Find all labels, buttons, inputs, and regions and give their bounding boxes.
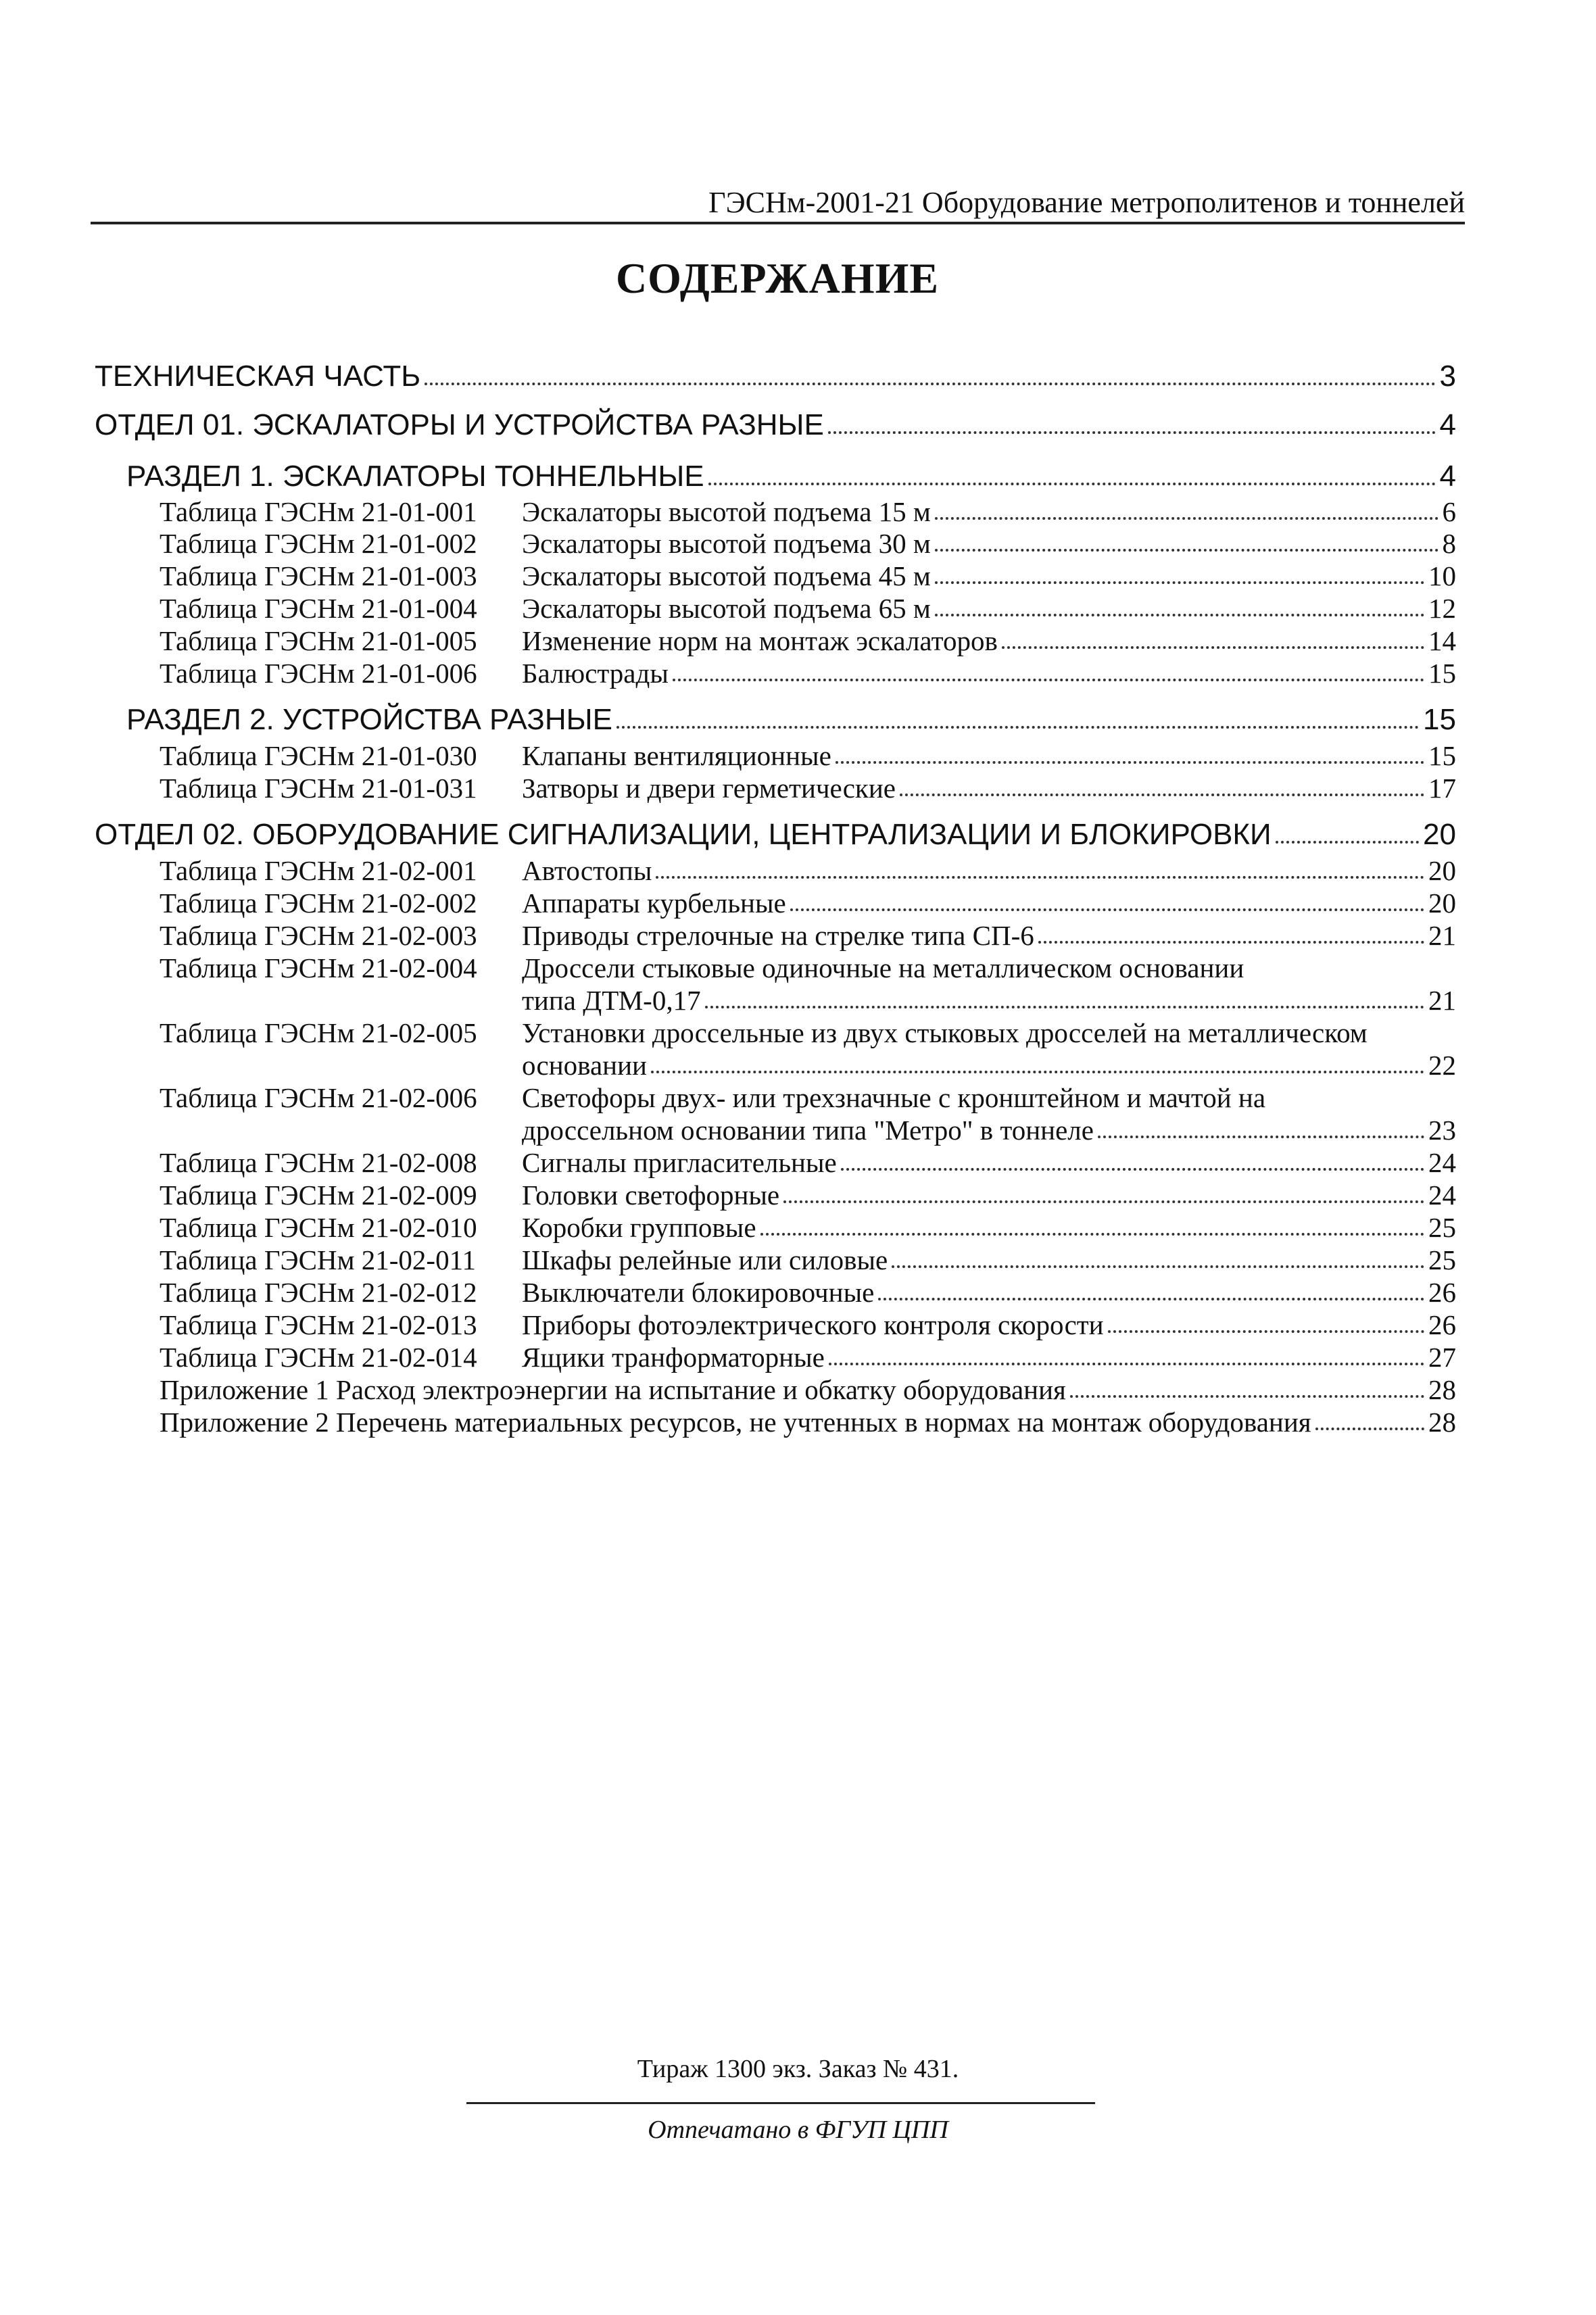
toc-page-number: 10 (1428, 560, 1456, 591)
toc-page-number: 25 (1428, 1244, 1456, 1275)
toc-page-number: 6 (1442, 496, 1456, 527)
table-code: Таблица ГЭСНм 21-01-002 (160, 528, 477, 559)
toc-page-number: 28 (1428, 1407, 1456, 1438)
table-code: Таблица ГЭСНм 21-02-014 (160, 1342, 477, 1373)
table-title-line2: дроссельном основании типа "Метро" в тоннеле (522, 1115, 1094, 1146)
table-title: Эскалаторы высотой подъема 45 м (522, 560, 931, 591)
toc-table-entry[interactable] (160, 527, 1456, 560)
table-title: Эскалаторы высотой подъема 30 м (522, 528, 931, 559)
dot-leader (841, 1168, 1424, 1171)
toc-page-number: 3 (1439, 360, 1456, 393)
table-code: Таблица ГЭСНм 21-02-003 (160, 920, 477, 951)
toc-page-number: 14 (1428, 625, 1456, 656)
toc-table-entry-continued[interactable] (522, 1114, 1456, 1146)
page-title: СОДЕРЖАНИЕ (615, 254, 940, 302)
toc-entry-label: РАЗДЕЛ 1. ЭСКАЛАТОРЫ ТОННЕЛЬНЫЕ (126, 460, 704, 493)
footer-divider (466, 2102, 1095, 2104)
table-code: Таблица ГЭСНм 21-01-003 (160, 560, 477, 591)
toc-table-entry[interactable] (160, 1276, 1456, 1309)
dot-leader (1070, 1395, 1424, 1398)
table-title-line1: Дроссели стыковые одиночные на металлическом основании (522, 952, 1244, 983)
toc-page-number: 22 (1428, 1050, 1456, 1081)
toc-page-number: 4 (1439, 460, 1456, 493)
dot-leader (935, 549, 1438, 552)
toc-table-entry[interactable] (160, 657, 1456, 689)
table-title: Изменение норм на монтаж эскалаторов (522, 625, 998, 656)
table-title: Аппараты курбельные (522, 887, 786, 919)
toc-entry-label: ОТДЕЛ 01. ЭСКАЛАТОРЫ И УСТРОЙСТВА РАЗНЫЕ (95, 408, 824, 441)
toc-entry-label: ТЕХНИЧЕСКАЯ ЧАСТЬ (95, 360, 421, 393)
dot-leader (935, 581, 1424, 584)
toc-table-entry[interactable] (160, 1179, 1456, 1211)
table-title-line2: типа ДТМ-0,17 (522, 985, 701, 1016)
dot-leader (828, 431, 1436, 434)
table-title: Эскалаторы высотой подъема 65 м (522, 593, 931, 624)
dot-leader (878, 1298, 1424, 1300)
table-title-line2: основании (522, 1050, 648, 1081)
table-code: Таблица ГЭСНм 21-02-013 (160, 1309, 477, 1340)
dot-leader (935, 614, 1424, 616)
table-title: Выключатели блокировочные (522, 1277, 875, 1308)
table-code: Таблица ГЭСНм 21-01-004 (160, 593, 477, 624)
toc-table-entry[interactable] (160, 1211, 1456, 1244)
toc-table-entry[interactable] (160, 560, 1456, 592)
toc-table-entry[interactable] (160, 854, 1456, 887)
toc-table-entry[interactable] (160, 495, 1456, 528)
toc-page-number: 20 (1423, 818, 1456, 851)
dot-leader (425, 383, 1435, 385)
table-title: Балюстрады (522, 658, 669, 689)
print-run-info: Тираж 1300 экз. Заказ № 431. (637, 2055, 959, 2083)
table-title: Ящики транформаторные (522, 1342, 825, 1373)
dot-leader (651, 1071, 1424, 1073)
toc-table-entry[interactable] (160, 739, 1456, 772)
toc-table-entry[interactable] (160, 1081, 1456, 1114)
toc-entry-label: ОТДЕЛ 02. ОБОРУДОВАНИЕ СИГНАЛИЗАЦИИ, ЦЕНТРАЛИЗАЦИИ И БЛОКИРОВКИ (95, 818, 1272, 851)
dot-leader (900, 794, 1424, 796)
toc-table-entry[interactable] (160, 1146, 1456, 1179)
toc-page-number: 28 (1428, 1374, 1456, 1405)
dot-leader (935, 517, 1438, 520)
table-code: Таблица ГЭСНм 21-02-012 (160, 1277, 477, 1308)
dot-leader (790, 908, 1424, 911)
table-code: Таблица ГЭСНм 21-02-002 (160, 887, 477, 919)
dot-leader (783, 1200, 1424, 1203)
table-code: Таблица ГЭСНм 21-02-009 (160, 1179, 477, 1211)
table-code: Таблица ГЭСНм 21-02-010 (160, 1212, 477, 1243)
toc-page-number: 8 (1442, 528, 1456, 559)
toc-appendix-1[interactable] (160, 1373, 1456, 1406)
toc-page-number: 20 (1428, 887, 1456, 919)
dot-leader (892, 1265, 1424, 1268)
toc-table-entry[interactable] (160, 952, 1456, 984)
toc-page-number: 12 (1428, 593, 1456, 624)
dot-leader (1315, 1428, 1424, 1430)
toc-table-entry[interactable] (160, 1017, 1456, 1049)
table-title: Автостопы (522, 855, 652, 886)
dot-leader (1276, 841, 1419, 844)
toc-entry-label: РАЗДЕЛ 2. УСТРОЙСТВА РАЗНЫЕ (126, 703, 612, 736)
toc-page-number: 15 (1428, 658, 1456, 689)
table-code: Таблица ГЭСНм 21-02-011 (160, 1244, 477, 1275)
table-title: Коробки групповые (522, 1212, 756, 1243)
toc-page-number: 21 (1428, 920, 1456, 951)
toc-page-number: 17 (1428, 773, 1456, 804)
table-code: Таблица ГЭСНм 21-01-001 (160, 496, 477, 527)
table-title: Сигналы пригласительные (522, 1147, 837, 1178)
toc-page-number: 26 (1428, 1277, 1456, 1308)
dot-leader (656, 876, 1424, 879)
toc-page-number: 15 (1428, 740, 1456, 771)
toc-table-entry[interactable] (160, 1309, 1456, 1341)
toc-table-entry[interactable] (160, 592, 1456, 625)
toc-table-entry-continued[interactable] (522, 1049, 1456, 1081)
toc-entry-razdel-2[interactable] (126, 703, 1456, 737)
dot-leader (1038, 941, 1424, 944)
dot-leader (1002, 646, 1424, 649)
table-code: Таблица ГЭСНм 21-02-001 (160, 855, 477, 886)
dot-leader (1108, 1330, 1424, 1333)
dot-leader (708, 483, 1436, 485)
toc-page-number: 25 (1428, 1212, 1456, 1243)
table-code: Таблица ГЭСНм 21-02-004 (160, 952, 477, 983)
table-title-line1: Установки дроссельные из двух стыковых дросселей на металлическом (522, 1017, 1368, 1048)
dot-leader (829, 1363, 1424, 1365)
appendix-title: Приложение 2 Перечень материальных ресурсов, не учтенных в нормах на монтаж оборудования (160, 1407, 1311, 1438)
toc-table-entry[interactable] (160, 772, 1456, 804)
appendix-title: Приложение 1 Расход электроэнергии на испытание и обкатку оборудования (160, 1374, 1066, 1405)
toc-entry-otdel-01[interactable] (95, 408, 1456, 442)
toc-entry-technical-part[interactable] (95, 360, 1456, 393)
table-code: Таблица ГЭСНм 21-02-006 (160, 1082, 477, 1113)
table-title: Клапаны вентиляционные (522, 740, 831, 771)
toc-entry-otdel-02[interactable] (95, 818, 1456, 852)
dot-leader (616, 726, 1419, 729)
printed-by: Отпечатано в ФГУП ЦПП (648, 2116, 948, 2144)
dot-leader (836, 761, 1424, 764)
toc-table-entry-continued[interactable] (522, 984, 1456, 1017)
toc-table-entry[interactable] (160, 625, 1456, 657)
toc-page-number: 23 (1428, 1115, 1456, 1146)
table-code: Таблица ГЭСНм 21-01-005 (160, 625, 477, 656)
toc-table-entry[interactable] (160, 1341, 1456, 1373)
table-title: Эскалаторы высотой подъема 15 м (522, 496, 931, 527)
table-code: Таблица ГЭСНм 21-02-005 (160, 1017, 477, 1048)
table-code: Таблица ГЭСНм 21-01-030 (160, 740, 477, 771)
table-code: Таблица ГЭСНм 21-01-006 (160, 658, 477, 689)
toc-table-entry[interactable] (160, 919, 1456, 952)
toc-entry-razdel-1[interactable] (126, 460, 1456, 493)
dot-leader (673, 679, 1424, 681)
toc-page-number: 24 (1428, 1179, 1456, 1211)
toc-page-number: 24 (1428, 1147, 1456, 1178)
dot-leader (760, 1233, 1424, 1236)
table-code: Таблица ГЭСНм 21-01-031 (160, 773, 477, 804)
toc-page-number: 4 (1439, 408, 1456, 441)
dot-leader (1098, 1136, 1424, 1138)
table-title: Приборы фотоэлектрического контроля скорости (522, 1309, 1104, 1340)
running-header: ГЭСНм-2001-21 Оборудование метрополитенов и тоннелей (708, 186, 1465, 219)
toc-table-entry[interactable] (160, 1244, 1456, 1276)
table-title: Затворы и двери герметические (522, 773, 896, 804)
toc-page-number: 20 (1428, 855, 1456, 886)
table-title: Приводы стрелочные на стрелке типа СП-6 (522, 920, 1034, 951)
table-code: Таблица ГЭСНм 21-02-008 (160, 1147, 477, 1178)
toc-appendix-2[interactable] (160, 1406, 1456, 1438)
toc-page-number: 21 (1428, 985, 1456, 1016)
dot-leader (705, 1006, 1424, 1008)
table-title: Шкафы релейные или силовые (522, 1244, 888, 1275)
table-title: Головки светофорные (522, 1179, 780, 1211)
toc-table-entry[interactable] (160, 887, 1456, 919)
toc-page-number: 26 (1428, 1309, 1456, 1340)
toc-page-number: 15 (1423, 703, 1456, 736)
table-title-line1: Светофоры двух- или трехзначные с кронштейном и мачтой на (522, 1082, 1266, 1113)
toc-page-number: 27 (1428, 1342, 1456, 1373)
